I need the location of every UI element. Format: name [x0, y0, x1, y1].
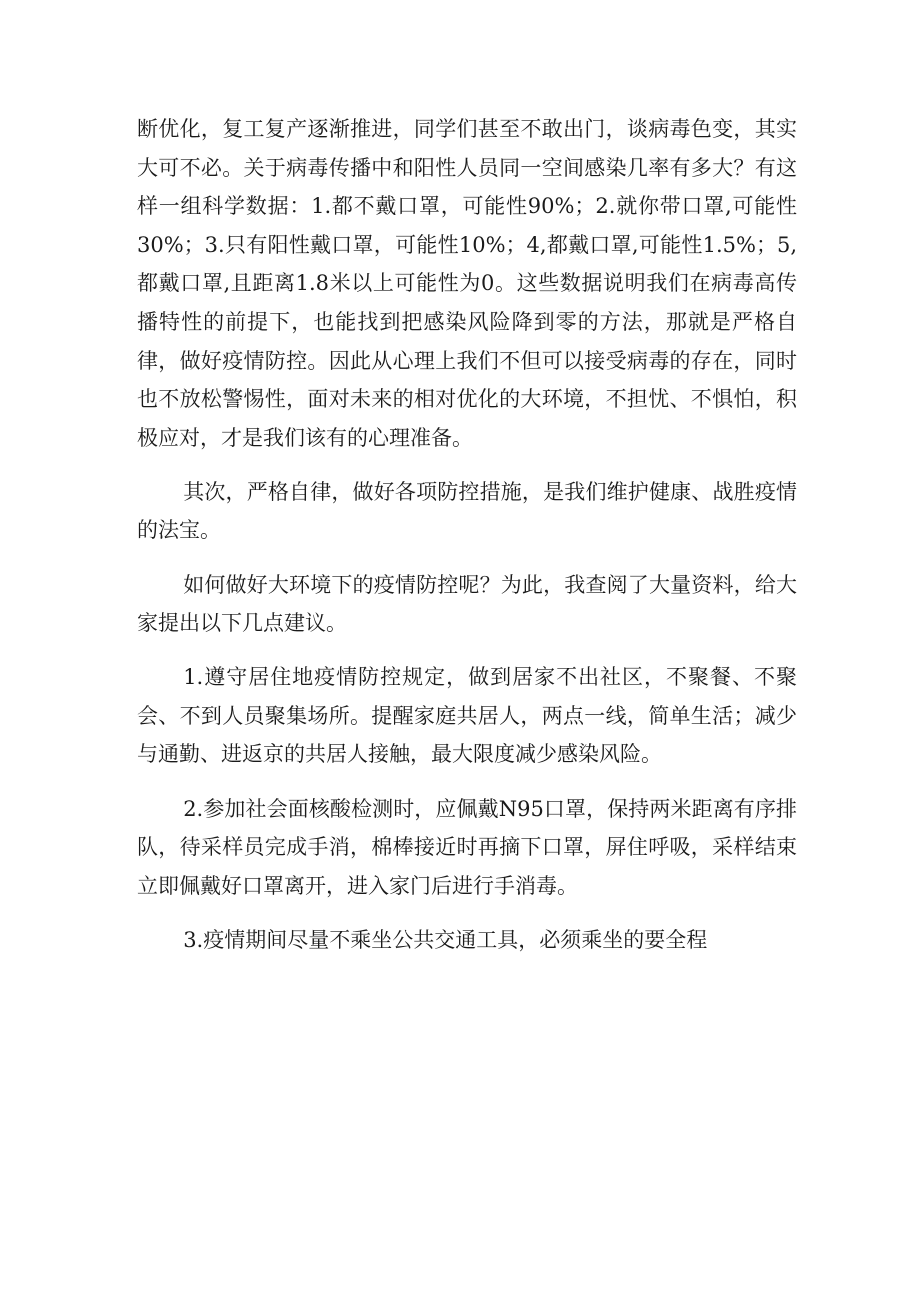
- document-body: [137, 110, 797, 959]
- paragraph-second-point: 其次，严格自律，做好各项防控措施，是我们维护健康、战胜疫情的法宝。: [137, 479, 797, 543]
- paragraph-suggestions-intro: 如何做好大环境下的疫情防控呢？为此，我查阅了大量资料，给大家提出以下几点建议。: [137, 572, 797, 636]
- paragraph-continuation: 断优化，复工复产逐渐推进，同学们甚至不敢出门，谈病毒色变，其实大可不必。关于病毒传播中和阳性人员同一空间感染几率有多大？有这样一组科学数据：1.都不戴口罩，可能性90%；2.就你带口罩,可能性30%；3.只有阳性戴口罩，可能性10%；4,都戴口罩,可能性1.5%；5,都戴口罩,且距离1.8米以上可能性为0。这些数据说明我们在病毒高传播特性的前提下，也能找到把感染风险降到零的方法，那就是严格自律，做好疫情防控。因此从心理上我们不但可以接受病毒的存在，同时也不放松警惕性，面对未来的相对优化的大环境，不担忧、不惧怕，积极应对，才是我们该有的心理准备。: [137, 117, 797, 450]
- paragraph-suggestion-2: 2.参加社会面核酸检测时，应佩戴N95口罩，保持两米距离有序排队，待采样员完成手消，棉棒接近时再摘下口罩，屏住呼吸，采样结束立即佩戴好口罩离开，进入家门后进行手消毒。: [137, 796, 797, 898]
- paragraph-suggestion-3: 3.疫情期间尽量不乘坐公共交通工具，必须乘坐的要全程: [183, 927, 708, 952]
- paragraph-suggestion-1: 1.遵守居住地疫情防控规定，做到居家不出社区，不聚餐、不聚会、不到人员聚集场所。提醒家庭共居人，两点一线，简单生活；减少与通勤、进返京的共居人接触，最大限度减少感染风险。: [137, 665, 797, 767]
